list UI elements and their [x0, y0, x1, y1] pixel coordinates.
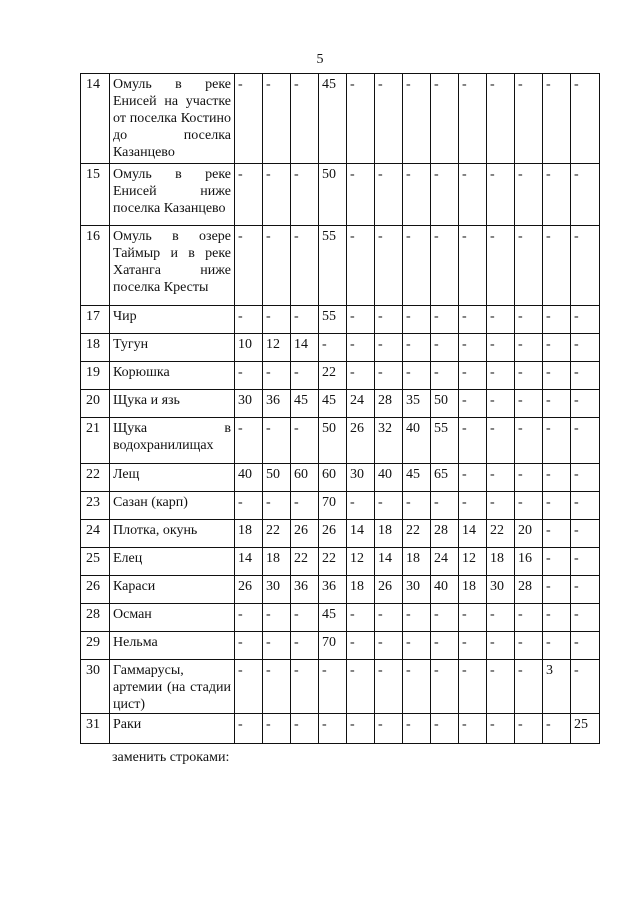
value-cell: - [291, 164, 319, 226]
value-cell: - [571, 660, 600, 714]
value-cell: - [235, 306, 263, 334]
value-cell: - [487, 226, 515, 306]
value-cell: - [403, 362, 431, 390]
value-cell: - [347, 164, 375, 226]
value-cell: - [487, 714, 515, 744]
table-row [81, 334, 600, 362]
table-row [81, 492, 600, 520]
table-row [81, 390, 600, 418]
value-cell: - [403, 714, 431, 744]
value-cell: - [571, 492, 600, 520]
page-number: 5 [316, 52, 324, 67]
value-cell: - [515, 604, 543, 632]
species-name: Плотка, окунь [110, 520, 235, 548]
value-cell: 3 [543, 660, 571, 714]
table-row [81, 418, 600, 464]
value-cell: - [347, 660, 375, 714]
value-cell: - [291, 632, 319, 660]
value-cell: - [543, 632, 571, 660]
value-cell: - [235, 226, 263, 306]
species-name: Нельма [110, 632, 235, 660]
value-cell: - [375, 362, 403, 390]
value-cell: 45 [319, 74, 347, 164]
value-cell: - [403, 306, 431, 334]
value-cell: - [515, 660, 543, 714]
value-cell: 50 [319, 418, 347, 464]
row-number: 26 [81, 576, 110, 604]
value-cell: - [263, 418, 291, 464]
value-cell: 40 [375, 464, 403, 492]
value-cell: 32 [375, 418, 403, 464]
value-cell: 18 [235, 520, 263, 548]
value-cell: 30 [487, 576, 515, 604]
value-cell: - [543, 390, 571, 418]
value-cell: 50 [263, 464, 291, 492]
table-row [81, 306, 600, 334]
value-cell: 10 [235, 334, 263, 362]
value-cell: - [571, 520, 600, 548]
value-cell: - [459, 164, 487, 226]
species-name: Гаммарусы, артемии (на стадии цист) [110, 660, 235, 714]
value-cell: 14 [291, 334, 319, 362]
value-cell: - [515, 164, 543, 226]
value-cell: 65 [431, 464, 459, 492]
row-number: 30 [81, 660, 110, 714]
value-cell: 24 [431, 548, 459, 576]
value-cell: - [319, 660, 347, 714]
species-name: Омуль в реке Енисей на участке от поселка Костино до поселка Казанцево [110, 74, 235, 164]
value-cell: - [571, 418, 600, 464]
value-cell: - [543, 548, 571, 576]
value-cell: 12 [459, 548, 487, 576]
value-cell: - [571, 334, 600, 362]
footer-instruction: заменить строками: [112, 750, 230, 765]
value-cell: - [263, 164, 291, 226]
value-cell: - [263, 74, 291, 164]
value-cell: - [375, 660, 403, 714]
value-cell: - [375, 74, 403, 164]
value-cell: - [487, 164, 515, 226]
value-cell: - [459, 390, 487, 418]
value-cell: - [431, 660, 459, 714]
value-cell: - [375, 164, 403, 226]
row-number: 18 [81, 334, 110, 362]
value-cell: 18 [403, 548, 431, 576]
row-number: 31 [81, 714, 110, 744]
value-cell: - [487, 334, 515, 362]
value-cell: - [515, 74, 543, 164]
value-cell: 18 [347, 576, 375, 604]
value-cell: 20 [515, 520, 543, 548]
value-cell: - [291, 226, 319, 306]
value-cell: - [319, 714, 347, 744]
table-row [81, 362, 600, 390]
value-cell: - [459, 362, 487, 390]
row-number: 17 [81, 306, 110, 334]
table-row [81, 74, 600, 164]
value-cell: 45 [403, 464, 431, 492]
table-row [81, 464, 600, 492]
value-cell: - [431, 226, 459, 306]
value-cell: 36 [291, 576, 319, 604]
value-cell: - [347, 604, 375, 632]
value-cell: - [543, 464, 571, 492]
value-cell: - [403, 164, 431, 226]
value-cell: - [291, 604, 319, 632]
value-cell: 35 [403, 390, 431, 418]
value-cell: - [347, 632, 375, 660]
value-cell: - [487, 390, 515, 418]
value-cell: - [431, 492, 459, 520]
value-cell: - [571, 390, 600, 418]
value-cell: 60 [291, 464, 319, 492]
value-cell: - [235, 164, 263, 226]
value-cell: 30 [235, 390, 263, 418]
value-cell: - [347, 74, 375, 164]
value-cell: - [543, 74, 571, 164]
value-cell: - [543, 226, 571, 306]
value-cell: - [263, 226, 291, 306]
value-cell: - [543, 492, 571, 520]
value-cell: - [235, 660, 263, 714]
value-cell: - [543, 418, 571, 464]
value-cell: - [403, 604, 431, 632]
value-cell: 12 [263, 334, 291, 362]
value-cell: 14 [459, 520, 487, 548]
value-cell: 55 [431, 418, 459, 464]
row-number: 28 [81, 604, 110, 632]
value-cell: - [515, 306, 543, 334]
value-cell: - [515, 492, 543, 520]
value-cell: 28 [375, 390, 403, 418]
value-cell: 50 [431, 390, 459, 418]
value-cell: - [431, 306, 459, 334]
value-cell: 14 [235, 548, 263, 576]
value-cell: - [347, 714, 375, 744]
value-cell: 36 [319, 576, 347, 604]
row-number: 20 [81, 390, 110, 418]
value-cell: - [571, 464, 600, 492]
value-cell: - [403, 74, 431, 164]
value-cell: - [571, 306, 600, 334]
value-cell: 18 [459, 576, 487, 604]
table-row [81, 632, 600, 660]
value-cell: - [375, 226, 403, 306]
value-cell: - [375, 714, 403, 744]
value-cell: 45 [291, 390, 319, 418]
value-cell: - [571, 362, 600, 390]
value-cell: 22 [291, 548, 319, 576]
value-cell: 12 [347, 548, 375, 576]
row-number: 25 [81, 548, 110, 576]
table-row [81, 520, 600, 548]
value-cell: - [263, 604, 291, 632]
value-cell: 14 [347, 520, 375, 548]
value-cell: - [571, 164, 600, 226]
value-cell: - [487, 464, 515, 492]
catch-size-table [80, 73, 600, 744]
value-cell: - [543, 306, 571, 334]
value-cell: - [235, 362, 263, 390]
value-cell: - [459, 632, 487, 660]
value-cell: 30 [403, 576, 431, 604]
value-cell: - [459, 660, 487, 714]
value-cell: - [403, 632, 431, 660]
value-cell: - [459, 714, 487, 744]
value-cell: - [431, 604, 459, 632]
value-cell: 26 [375, 576, 403, 604]
value-cell: - [263, 306, 291, 334]
value-cell: - [543, 520, 571, 548]
table-row [81, 714, 600, 744]
value-cell: - [291, 74, 319, 164]
value-cell: 70 [319, 632, 347, 660]
value-cell: 50 [319, 164, 347, 226]
value-cell: - [347, 362, 375, 390]
value-cell: - [543, 164, 571, 226]
row-number: 19 [81, 362, 110, 390]
value-cell: - [431, 714, 459, 744]
value-cell: 22 [319, 362, 347, 390]
value-cell: 36 [263, 390, 291, 418]
value-cell: - [515, 362, 543, 390]
value-cell: 30 [263, 576, 291, 604]
value-cell: 22 [403, 520, 431, 548]
value-cell: - [291, 492, 319, 520]
value-cell: - [487, 362, 515, 390]
value-cell: - [515, 226, 543, 306]
value-cell: - [459, 604, 487, 632]
value-cell: - [571, 604, 600, 632]
value-cell: - [263, 632, 291, 660]
value-cell: - [431, 164, 459, 226]
value-cell: - [347, 334, 375, 362]
value-cell: - [515, 334, 543, 362]
value-cell: - [487, 418, 515, 464]
value-cell: - [515, 632, 543, 660]
value-cell: - [515, 464, 543, 492]
value-cell: - [347, 306, 375, 334]
value-cell: - [571, 576, 600, 604]
value-cell: - [291, 714, 319, 744]
value-cell: - [403, 226, 431, 306]
value-cell: - [235, 418, 263, 464]
row-number: 23 [81, 492, 110, 520]
table-row [81, 576, 600, 604]
value-cell: 22 [487, 520, 515, 548]
species-name: Корюшка [110, 362, 235, 390]
value-cell: - [319, 334, 347, 362]
value-cell: - [235, 604, 263, 632]
species-name: Елец [110, 548, 235, 576]
value-cell: 26 [235, 576, 263, 604]
row-number: 16 [81, 226, 110, 306]
value-cell: - [403, 334, 431, 362]
value-cell: - [571, 226, 600, 306]
value-cell: - [263, 660, 291, 714]
row-number: 14 [81, 74, 110, 164]
value-cell: - [543, 604, 571, 632]
value-cell: 45 [319, 604, 347, 632]
value-cell: - [375, 334, 403, 362]
value-cell: - [543, 714, 571, 744]
species-name: Осман [110, 604, 235, 632]
value-cell: - [431, 632, 459, 660]
value-cell: 22 [263, 520, 291, 548]
species-name: Раки [110, 714, 235, 744]
species-name: Щука в водохранилищах [110, 418, 235, 464]
value-cell: 40 [403, 418, 431, 464]
row-number: 24 [81, 520, 110, 548]
row-number: 22 [81, 464, 110, 492]
row-number: 15 [81, 164, 110, 226]
value-cell: - [515, 418, 543, 464]
value-cell: - [431, 362, 459, 390]
value-cell: 30 [347, 464, 375, 492]
value-cell: 55 [319, 306, 347, 334]
value-cell: - [459, 306, 487, 334]
value-cell: - [347, 492, 375, 520]
value-cell: - [403, 660, 431, 714]
value-cell: - [487, 492, 515, 520]
value-cell: - [571, 74, 600, 164]
value-cell: - [375, 306, 403, 334]
table-row [81, 226, 600, 306]
value-cell: - [459, 418, 487, 464]
value-cell: - [571, 632, 600, 660]
value-cell: 28 [431, 520, 459, 548]
value-cell: 25 [571, 714, 600, 744]
value-cell: - [235, 492, 263, 520]
value-cell: - [403, 492, 431, 520]
value-cell: 55 [319, 226, 347, 306]
value-cell: 26 [291, 520, 319, 548]
species-name: Сазан (карп) [110, 492, 235, 520]
value-cell: - [571, 548, 600, 576]
value-cell: - [543, 576, 571, 604]
value-cell: - [375, 492, 403, 520]
value-cell: - [543, 334, 571, 362]
value-cell: - [515, 714, 543, 744]
value-cell: 26 [319, 520, 347, 548]
value-cell: 18 [487, 548, 515, 576]
value-cell: 26 [347, 418, 375, 464]
table-row [81, 164, 600, 226]
species-name: Омуль в озере Таймыр и в реке Хатанга ниже поселка Кресты [110, 226, 235, 306]
table-row [81, 660, 600, 714]
value-cell: - [235, 714, 263, 744]
value-cell: 60 [319, 464, 347, 492]
value-cell: - [459, 74, 487, 164]
value-cell: - [487, 74, 515, 164]
row-number: 21 [81, 418, 110, 464]
row-number: 29 [81, 632, 110, 660]
value-cell: 40 [431, 576, 459, 604]
value-cell: - [235, 74, 263, 164]
table-row [81, 548, 600, 576]
value-cell: 18 [263, 548, 291, 576]
value-cell: - [487, 604, 515, 632]
species-name: Омуль в реке Енисей ниже поселка Казанцево [110, 164, 235, 226]
value-cell: - [487, 306, 515, 334]
value-cell: - [459, 226, 487, 306]
species-name: Тугун [110, 334, 235, 362]
value-cell: 16 [515, 548, 543, 576]
value-cell: 22 [319, 548, 347, 576]
table-body [81, 74, 600, 744]
value-cell: - [459, 334, 487, 362]
species-name: Щука и язь [110, 390, 235, 418]
value-cell: - [487, 660, 515, 714]
value-cell: 14 [375, 548, 403, 576]
value-cell: - [459, 492, 487, 520]
value-cell: - [431, 74, 459, 164]
value-cell: - [291, 660, 319, 714]
value-cell: - [543, 362, 571, 390]
value-cell: - [375, 604, 403, 632]
value-cell: - [431, 334, 459, 362]
value-cell: 45 [319, 390, 347, 418]
species-name: Караси [110, 576, 235, 604]
value-cell: 40 [235, 464, 263, 492]
value-cell: - [291, 306, 319, 334]
value-cell: - [291, 418, 319, 464]
value-cell: - [263, 714, 291, 744]
value-cell: - [235, 632, 263, 660]
value-cell: - [291, 362, 319, 390]
value-cell: - [263, 492, 291, 520]
value-cell: - [375, 632, 403, 660]
value-cell: 70 [319, 492, 347, 520]
table-row [81, 604, 600, 632]
value-cell: 28 [515, 576, 543, 604]
value-cell: - [347, 226, 375, 306]
value-cell: - [459, 464, 487, 492]
value-cell: - [515, 390, 543, 418]
value-cell: 24 [347, 390, 375, 418]
value-cell: - [487, 632, 515, 660]
species-name: Чир [110, 306, 235, 334]
value-cell: - [263, 362, 291, 390]
value-cell: 18 [375, 520, 403, 548]
species-name: Лещ [110, 464, 235, 492]
